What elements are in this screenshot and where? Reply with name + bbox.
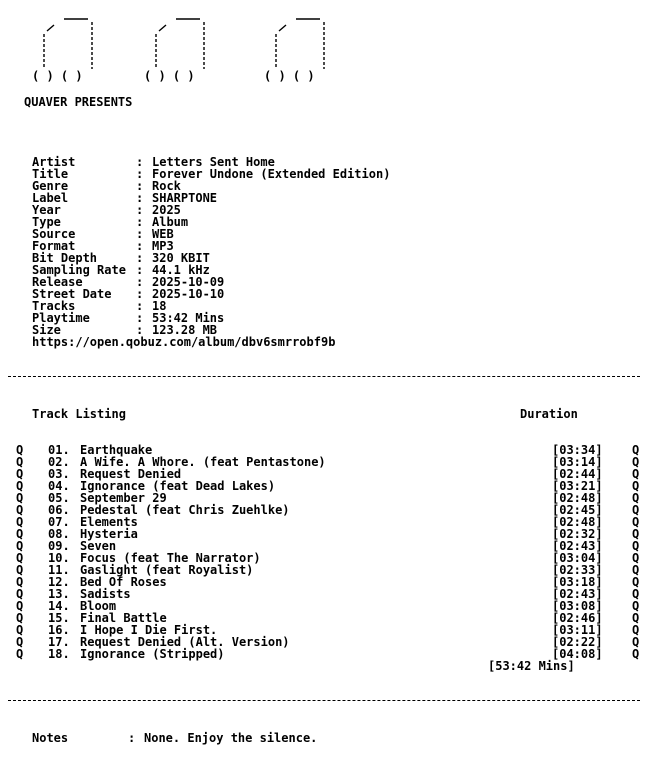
track-marker: Q: [632, 503, 640, 517]
meta-key: Type: [32, 215, 61, 229]
track-duration: [02:46]: [552, 611, 603, 625]
meta-value: 18: [152, 299, 167, 313]
track-row: [0, 588, 648, 613]
track-title: Gaslight (feat Royalist): [80, 563, 254, 577]
presents-heading: QUAVER PRESENTS: [24, 95, 133, 109]
track-marker: Q: [16, 647, 24, 661]
track-row: [0, 528, 648, 553]
meta-colon: :: [136, 227, 144, 241]
note-glyph: [264, 19, 324, 83]
track-row: [0, 432, 648, 457]
track-number: 18.: [48, 647, 70, 661]
track-number: 03.: [48, 467, 70, 481]
track-duration: [02:32]: [552, 527, 603, 541]
track-title: Request Denied: [80, 467, 182, 481]
track-number: 09.: [48, 539, 70, 553]
meta-colon: :: [136, 311, 144, 325]
track-title: Bed Of Roses: [80, 575, 167, 589]
track-number: 17.: [48, 635, 70, 649]
track-marker: Q: [16, 455, 24, 469]
meta-value: 2025-10-09: [152, 275, 225, 289]
track-marker: Q: [16, 527, 24, 541]
track-duration: [03:11]: [552, 623, 603, 637]
meta-colon: :: [136, 263, 144, 277]
track-marker: Q: [16, 503, 24, 517]
track-title: Ignorance (feat Dead Lakes): [80, 479, 276, 493]
track-number: 11.: [48, 563, 70, 577]
meta-key: Source: [32, 227, 76, 241]
track-title: Bloom: [80, 599, 117, 613]
meta-colon: :: [136, 251, 144, 265]
meta-value: 44.1 kHz: [152, 263, 210, 277]
total-playtime: [53:42 Mins]: [488, 659, 575, 673]
meta-key: Label: [32, 191, 69, 205]
meta-row-artist: [32, 144, 275, 169]
notes-row: [32, 720, 318, 745]
svg-text:( ) ( ): ( ) ( ): [264, 69, 315, 83]
track-row: [0, 612, 648, 637]
track-marker: Q: [16, 443, 24, 457]
track-marker: Q: [632, 539, 640, 553]
track-row: [0, 492, 648, 517]
track-duration: [03:34]: [552, 443, 603, 457]
track-title: A Wife. A Whore. (feat Pentastone): [80, 455, 326, 469]
meta-key: Year: [32, 203, 61, 217]
track-title: Earthquake: [80, 443, 153, 457]
track-duration: [02:33]: [552, 563, 603, 577]
track-duration: [02:45]: [552, 503, 603, 517]
track-duration: [03:21]: [552, 479, 603, 493]
meta-value: 2025: [152, 203, 181, 217]
track-marker: Q: [16, 563, 24, 577]
track-marker: Q: [632, 599, 640, 613]
meta-row-genre: [32, 168, 181, 193]
meta-key: Tracks: [32, 299, 76, 313]
track-title: September 29: [80, 491, 167, 505]
meta-colon: :: [136, 275, 144, 289]
track-marker: Q: [632, 467, 640, 481]
track-number: 08.: [48, 527, 70, 541]
album-url-link[interactable]: https://open.qobuz.com/album/dbv6smrrobf9b: [32, 335, 336, 349]
track-row: [0, 540, 648, 565]
track-row: [0, 564, 648, 589]
meta-key: Sampling Rate: [32, 263, 126, 277]
meta-colon: :: [136, 203, 144, 217]
meta-value: 53:42 Mins: [152, 311, 225, 325]
track-row: [0, 576, 648, 601]
track-row: [0, 444, 648, 469]
track-row: [0, 516, 648, 541]
track-row: [0, 600, 648, 625]
meta-row-year: [32, 192, 181, 217]
track-row: [0, 624, 648, 649]
track-number: 16.: [48, 623, 70, 637]
track-marker: Q: [632, 515, 640, 529]
track-marker: Q: [632, 491, 640, 505]
track-title: Focus (feat The Narrator): [80, 551, 261, 565]
track-row: [0, 468, 648, 493]
track-marker: Q: [16, 611, 24, 625]
meta-value: 320 KBIT: [152, 251, 210, 265]
meta-colon: :: [136, 239, 144, 253]
meta-value: Letters Sent Home: [152, 155, 275, 169]
track-row: [0, 480, 648, 505]
meta-colon: :: [136, 155, 144, 169]
meta-value: Album: [152, 215, 189, 229]
track-title: I Hope I Die First.: [80, 623, 218, 637]
meta-colon: :: [136, 287, 144, 301]
track-title: Ignorance (Stripped): [80, 647, 225, 661]
meta-key: Title: [32, 167, 69, 181]
track-duration: [03:08]: [552, 599, 603, 613]
meta-value: Forever Undone (Extended Edition): [152, 167, 391, 181]
track-marker: Q: [16, 587, 24, 601]
track-marker: Q: [632, 647, 640, 661]
track-row: [0, 636, 648, 661]
meta-value: MP3: [152, 239, 174, 253]
track-row: [0, 456, 648, 481]
meta-colon: :: [136, 167, 144, 181]
track-title: Final Battle: [80, 611, 167, 625]
duration-heading: Duration: [520, 407, 578, 421]
track-duration: [03:18]: [552, 575, 603, 589]
track-marker: Q: [632, 587, 640, 601]
track-title: Hysteria: [80, 527, 138, 541]
separator-rule: [8, 376, 640, 377]
track-marker: Q: [16, 551, 24, 565]
meta-value: SHARPTONE: [152, 191, 218, 205]
notes-value: None. Enjoy the silence.: [144, 731, 318, 745]
track-number: 04.: [48, 479, 70, 493]
track-marker: Q: [16, 635, 24, 649]
meta-value: Rock: [152, 179, 181, 193]
track-title: Seven: [80, 539, 117, 553]
meta-colon: :: [136, 299, 144, 313]
svg-text:( ) ( ): ( ) ( ): [144, 69, 195, 83]
track-number: 01.: [48, 443, 70, 457]
track-number: 10.: [48, 551, 70, 565]
quaver-logo-art: [32, 14, 342, 86]
meta-key: Format: [32, 239, 76, 253]
track-row: [0, 504, 648, 529]
track-number: 12.: [48, 575, 70, 589]
meta-key: Size: [32, 323, 61, 337]
meta-value: WEB: [152, 227, 174, 241]
track-title: Pedestal (feat Chris Zuehlke): [80, 503, 290, 517]
track-marker: Q: [632, 455, 640, 469]
track-duration: [02:44]: [552, 467, 603, 481]
notes-key: Notes: [32, 731, 69, 745]
track-row: [0, 552, 648, 577]
meta-colon: :: [136, 179, 144, 193]
track-marker: Q: [632, 575, 640, 589]
meta-key: Street Date: [32, 287, 112, 301]
meta-colon: :: [136, 215, 144, 229]
track-duration: [02:22]: [552, 635, 603, 649]
note-glyph: [144, 19, 204, 83]
track-marker: Q: [16, 599, 24, 613]
track-title: Elements: [80, 515, 138, 529]
track-marker: Q: [632, 479, 640, 493]
track-title: Request Denied (Alt. Version): [80, 635, 290, 649]
track-marker: Q: [632, 611, 640, 625]
track-marker: Q: [632, 635, 640, 649]
meta-colon: :: [128, 731, 136, 745]
meta-key: Release: [32, 275, 83, 289]
track-number: 05.: [48, 491, 70, 505]
track-marker: Q: [16, 623, 24, 637]
track-duration: [04:08]: [552, 647, 603, 661]
meta-colon: :: [136, 323, 144, 337]
meta-key: Playtime: [32, 311, 90, 325]
track-title: Sadists: [80, 587, 131, 601]
track-marker: Q: [16, 539, 24, 553]
separator-rule: [8, 700, 640, 701]
track-number: 07.: [48, 515, 70, 529]
track-number: 02.: [48, 455, 70, 469]
track-duration: [02:48]: [552, 491, 603, 505]
track-listing-heading: Track Listing: [32, 407, 126, 421]
track-marker: Q: [632, 443, 640, 457]
track-number: 06.: [48, 503, 70, 517]
track-marker: Q: [16, 467, 24, 481]
track-duration: [03:14]: [552, 455, 603, 469]
track-number: 15.: [48, 611, 70, 625]
track-marker: Q: [16, 575, 24, 589]
track-number: 13.: [48, 587, 70, 601]
track-marker: Q: [16, 491, 24, 505]
track-marker: Q: [632, 623, 640, 637]
track-duration: [02:43]: [552, 539, 603, 553]
svg-text:( ) ( ): ( ) ( ): [32, 69, 83, 83]
meta-key: Genre: [32, 179, 69, 193]
meta-value: 2025-10-10: [152, 287, 225, 301]
track-marker: Q: [632, 563, 640, 577]
track-marker: Q: [16, 479, 24, 493]
track-marker: Q: [16, 515, 24, 529]
meta-key: Bit Depth: [32, 251, 98, 265]
track-marker: Q: [632, 551, 640, 565]
meta-key: Artist: [32, 155, 76, 169]
track-number: 14.: [48, 599, 70, 613]
track-duration: [02:48]: [552, 515, 603, 529]
track-duration: [03:04]: [552, 551, 603, 565]
meta-value: 123.28 MB: [152, 323, 218, 337]
track-marker: Q: [632, 527, 640, 541]
note-glyph: [32, 19, 92, 83]
track-duration: [02:43]: [552, 587, 603, 601]
meta-colon: :: [136, 191, 144, 205]
